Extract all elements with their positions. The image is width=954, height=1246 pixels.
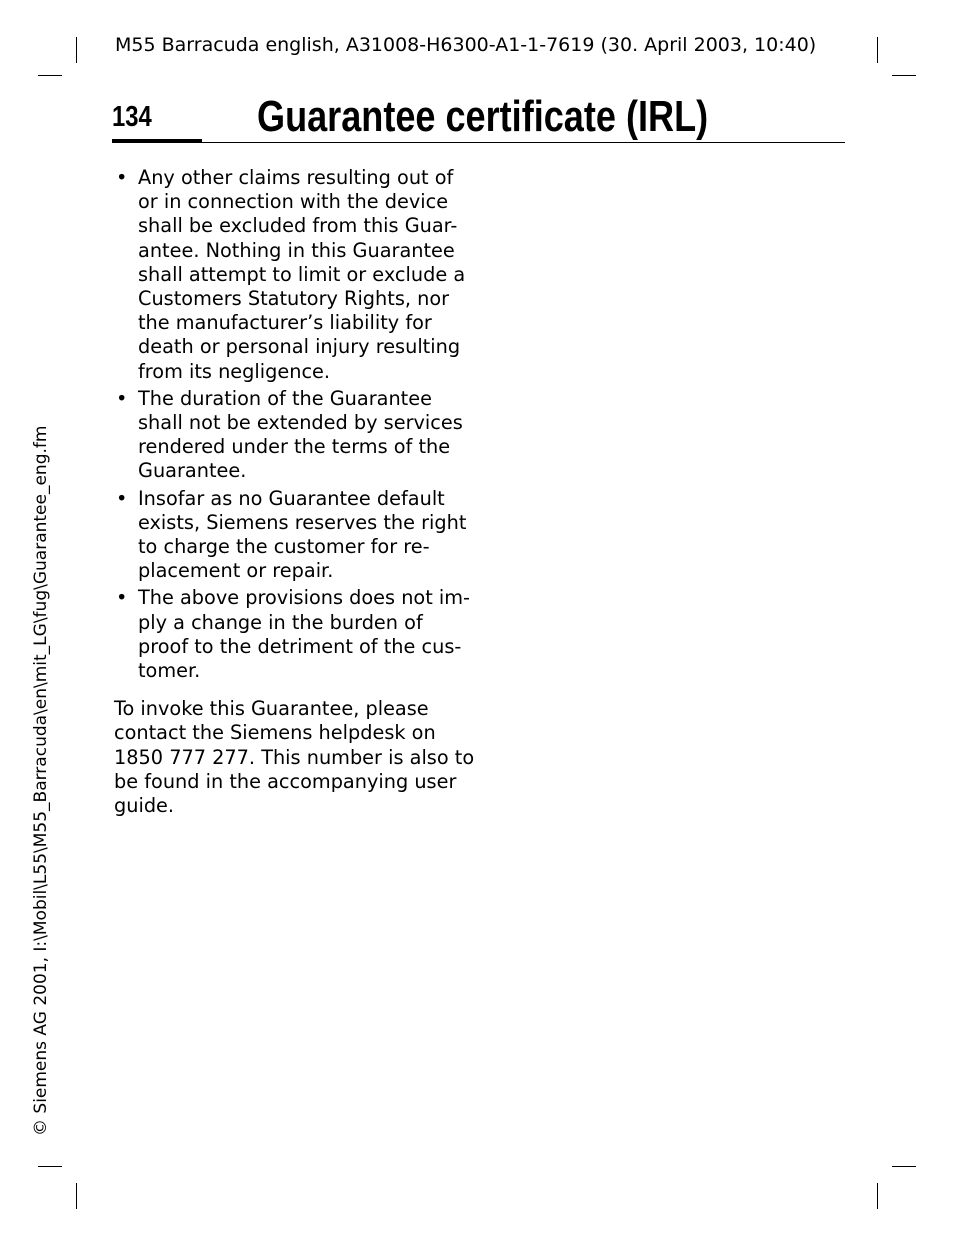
list-item-line: The duration of the Guarantee (138, 386, 432, 410)
document-header: M55 Barracuda english, A31008-H6300-A1-1-7619 (30. April 2003, 10:40) (115, 34, 817, 56)
crop-mark-top-left-vertical (76, 37, 77, 63)
list-item-line: ply a change in the burden of (138, 610, 423, 634)
crop-mark-bottom-left-vertical (76, 1183, 77, 1209)
main-content (114, 166, 475, 818)
list-item (114, 486, 467, 584)
list-item-line: to charge the customer for re- (138, 535, 430, 559)
list-item-line: death or personal injury resulting (138, 335, 461, 359)
list-item-line: Guarantee. (138, 459, 247, 483)
list-item-line: tomer. (138, 659, 201, 683)
page-title-row (112, 92, 845, 146)
list-item (114, 387, 464, 484)
crop-mark-top-left-horizontal (38, 75, 62, 76)
page-number-underline (112, 139, 202, 143)
closing-paragraph (114, 697, 475, 818)
paragraph-line: 1850 777 277. This number is also to (114, 745, 475, 769)
paragraph-line: guide. (114, 794, 175, 818)
bullet-list (114, 166, 471, 683)
list-item (114, 166, 464, 384)
list-item-line: from its negligence. (138, 359, 331, 383)
crop-mark-bottom-left-horizontal (38, 1166, 62, 1167)
list-item-line: Insofar as no Guarantee default (138, 486, 445, 510)
title-underline (112, 142, 845, 143)
list-item-line: proof to the detriment of the cus- (138, 634, 462, 658)
list-item-line: rendered under the terms of the (138, 435, 451, 459)
list-item-line: shall not be extended by services (138, 411, 463, 435)
list-item-line: the manufacturer’s liability for (138, 311, 432, 335)
crop-mark-bottom-right-horizontal (892, 1166, 916, 1167)
bullet-icon: • (116, 386, 128, 410)
list-item-line: or in connection with the device (138, 190, 449, 214)
list-item-line: shall be excluded from this Guar- (138, 214, 458, 238)
crop-mark-top-right-vertical (877, 37, 878, 63)
copyright-file-path: © Siemens AG 2001, I:\Mobil\L55\M55_Barracuda\en\mit_LG\fug\Guarantee_eng.fm (31, 425, 51, 1136)
page-title: Guarantee certificate (IRL) (257, 92, 709, 141)
bullet-icon: • (116, 486, 128, 510)
bullet-icon: • (116, 586, 128, 610)
list-item-line: Any other claims resulting out of (138, 166, 454, 189)
page-number: 134 (112, 101, 152, 133)
crop-mark-top-right-horizontal (892, 75, 916, 76)
list-item-line: shall attempt to limit or exclude a (138, 262, 466, 286)
list-item (114, 586, 471, 683)
list-item-line: placement or repair. (138, 559, 334, 583)
paragraph-line: contact the Siemens helpdesk on (114, 721, 436, 745)
crop-mark-bottom-right-vertical (877, 1183, 878, 1209)
list-item-line: The above provisions does not im- (138, 586, 471, 610)
paragraph-line: be found in the accompanying user (114, 769, 457, 793)
bullet-icon: • (116, 166, 128, 189)
list-item-line: antee. Nothing in this Guarantee (138, 238, 455, 262)
list-item-line: exists, Siemens reserves the right (138, 510, 467, 534)
paragraph-line: To invoke this Guarantee, please (114, 697, 429, 721)
list-item-line: Customers Statutory Rights, nor (138, 287, 450, 311)
